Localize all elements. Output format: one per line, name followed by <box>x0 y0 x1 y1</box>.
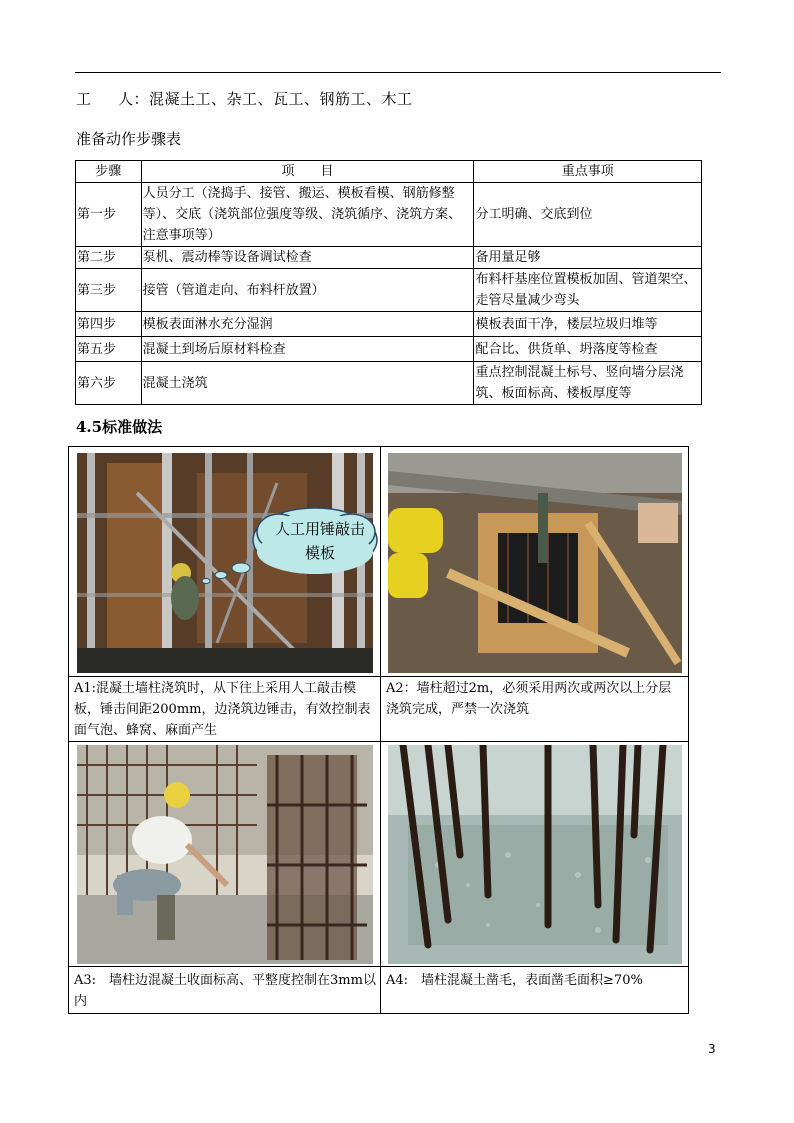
row-step: 第六步 <box>76 362 142 405</box>
caption-a2: A2：墙柱超过2m，必须采用两次或两次以上分层浇筑完成，严禁一次浇筑 <box>386 681 672 717</box>
callout-text: 人工用锤敲击模板 <box>275 520 366 562</box>
row-item: 泵机、震动棒等设备调试检查 <box>141 247 474 269</box>
header-key: 重点事项 <box>474 161 702 183</box>
photo-a4 <box>388 745 682 964</box>
row-key: 分工明确、交底到位 <box>474 183 702 247</box>
row-key: 重点控制混凝土标号、竖向墙分层浇筑、板面标高、楼板厚度等 <box>474 362 702 405</box>
header-rule <box>75 72 721 73</box>
row-step: 第四步 <box>76 312 142 337</box>
row-item: 模板表面淋水充分湿润 <box>141 312 474 337</box>
grid-divider-vertical <box>380 447 381 1013</box>
row-step: 第二步 <box>76 247 142 269</box>
grid-divider <box>69 966 688 967</box>
row-step: 第三步 <box>76 269 142 312</box>
row-item: 人员分工（浇捣手、接管、搬运、模板看模、钢筋修整等）、交底（浇筑部位强度等级、浇筑循序、浇筑方案、注意事项等） <box>141 183 474 247</box>
row-key: 配合比、供货单、坍落度等检查 <box>474 337 702 362</box>
row-key: 布料杆基座位置模板加固、管道架空、走管尽量减少弯头 <box>474 269 702 312</box>
workers-value: 混凝土工、杂工、瓦工、钢筋工、木工 <box>149 90 413 108</box>
workers-label-b: 人： <box>118 90 150 108</box>
steps-table <box>75 160 702 405</box>
grid-divider <box>69 741 688 742</box>
table-row <box>76 362 702 405</box>
figure-grid <box>68 446 689 1014</box>
row-step: 第一步 <box>76 183 142 247</box>
workers-label-a: 工 <box>76 90 92 108</box>
header-item: 项 目 <box>141 161 474 183</box>
workers-line <box>76 88 413 109</box>
table-row <box>76 312 702 337</box>
grid-divider <box>69 676 688 677</box>
row-key: 模板表面干净，楼层垃圾归堆等 <box>474 312 702 337</box>
table-row <box>76 183 702 247</box>
caption-a4: A4: 墙柱混凝土凿毛，表面凿毛面积≥70% <box>386 973 643 988</box>
row-key: 备用量足够 <box>474 247 702 269</box>
row-step: 第五步 <box>76 337 142 362</box>
caption-a1: A1:混凝土墙柱浇筑时，从下往上采用人工敲击模板，锤击间距200mm，边浇筑边锤击，有效控制表面气泡、蜂窝、麻面产生 <box>74 681 371 738</box>
table-row <box>76 337 702 362</box>
page-number: 3 <box>708 1042 716 1056</box>
table-title: 准备动作步骤表 <box>76 130 182 148</box>
photo-a2 <box>388 453 682 673</box>
header-step: 步骤 <box>76 161 142 183</box>
row-item: 接管（管道走向、布料杆放置） <box>141 269 474 312</box>
section-title: 4.5标准做法 <box>76 418 163 436</box>
caption-a3: A3: 墙柱边混凝土收面标高、平整度控制在3mm以内 <box>74 973 376 1009</box>
row-item: 混凝土浇筑 <box>141 362 474 405</box>
table-header-row <box>76 161 702 183</box>
photo-a3 <box>77 745 373 964</box>
row-item: 混凝土到场后原材料检查 <box>141 337 474 362</box>
table-row <box>76 247 702 269</box>
table-row <box>76 269 702 312</box>
